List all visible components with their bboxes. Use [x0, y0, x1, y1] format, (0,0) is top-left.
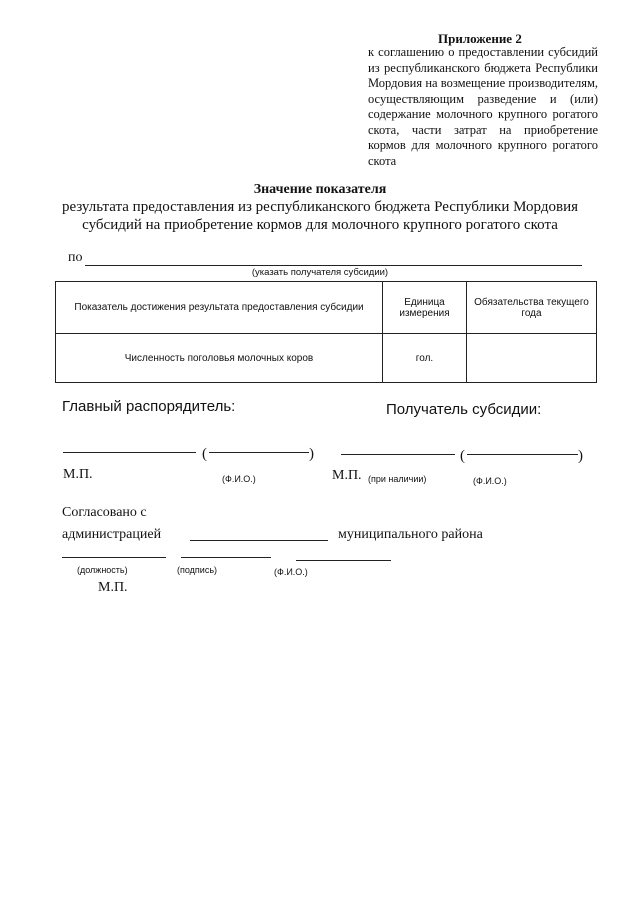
appendix-title: Приложение 2: [438, 31, 522, 46]
recipient-fio-hint: (Ф.И.О.): [473, 476, 507, 486]
subtitle-line-1: результата предоставления из республиканского бюджета Республики Мордовия: [61, 199, 578, 215]
signature-line[interactable]: [181, 557, 271, 558]
main-fio-hint: (Ф.И.О.): [222, 474, 256, 484]
main-fio-line[interactable]: [209, 452, 309, 453]
recipient-field-line[interactable]: [85, 265, 582, 266]
main-fio-open-paren: (: [202, 446, 207, 462]
recipient-fio-open-paren: (: [460, 448, 465, 464]
table-cell-obligation[interactable]: [467, 334, 597, 383]
main-mp-label: М.П.: [63, 467, 93, 482]
administration-name-line[interactable]: [190, 540, 328, 541]
main-distributor-label: Главный распорядитель:: [62, 398, 236, 415]
document-title: Значение показателя: [253, 182, 387, 197]
subsidy-recipient-label: Получатель субсидии:: [386, 401, 542, 418]
table-header-obligation: Обязательства текущего года: [467, 282, 597, 334]
table-cell-unit: гол.: [383, 334, 467, 383]
table-header-row: [56, 282, 597, 334]
signature-hint: (подпись): [177, 565, 218, 575]
main-fio-close-paren: ): [309, 446, 314, 462]
table-header-indicator: Показатель достижения результата предоставления субсидии: [56, 282, 383, 334]
recipient-signature-line[interactable]: [341, 454, 455, 455]
subtitle-line-2: субсидий на приобретение кормов для молочного крупного рогатого скота: [82, 217, 558, 233]
recipient-fio-line[interactable]: [467, 454, 578, 455]
position-line[interactable]: [62, 557, 166, 558]
agreement-mp-label: М.П.: [98, 580, 128, 595]
municipal-district-label: муниципального района: [338, 527, 483, 542]
agreement-fio-hint: (Ф.И.О.): [274, 567, 308, 577]
administration-label: администрацией: [62, 527, 162, 542]
indicator-table: [55, 281, 597, 383]
table-row: [56, 334, 597, 383]
appendix-text: к соглашению о предоставлении субсидий из республиканского бюджета Республики Мордовия на возмещение производителям, осуществляющим разведение и (или) содержание молочного крупного рогатого скота, части затрат на приобретение кормов для молочного крупного рогатого скота: [368, 45, 598, 168]
agreed-with-label: Согласовано с: [62, 505, 147, 520]
position-hint: (должность): [77, 565, 128, 575]
main-signature-line[interactable]: [63, 452, 196, 453]
recipient-mp-label: М.П.: [332, 468, 362, 483]
document-subtitle: [30, 198, 610, 234]
table-header-unit: Единица измерения: [383, 282, 467, 334]
recipient-fio-close-paren: ): [578, 448, 583, 464]
recipient-mp-if-any: (при наличии): [368, 474, 427, 484]
agreement-fio-line[interactable]: [296, 560, 391, 561]
recipient-prefix: по: [68, 250, 83, 265]
table-cell-indicator: Численность поголовья молочных коров: [56, 334, 383, 383]
recipient-hint: (указать получателя субсидии): [251, 267, 389, 278]
